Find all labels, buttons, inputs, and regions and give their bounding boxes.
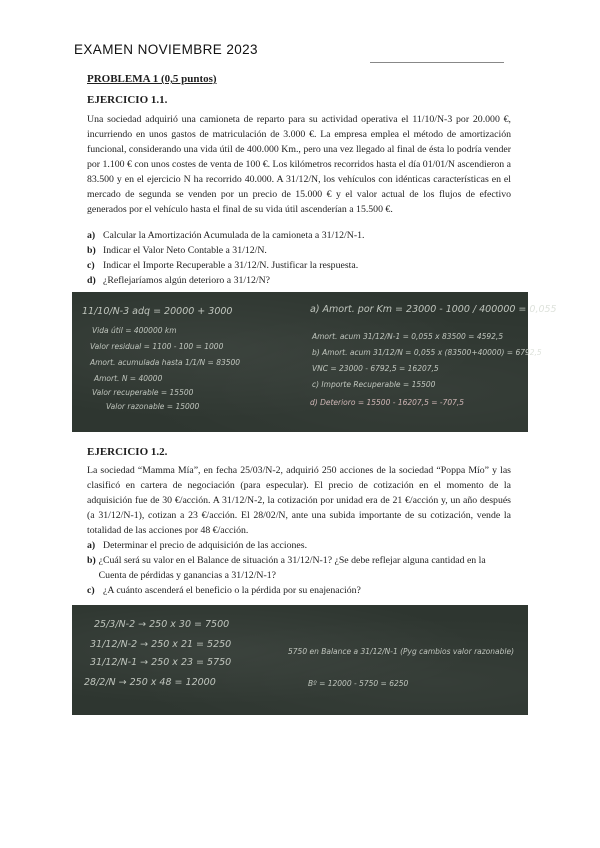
exercise-1-2-title: EJERCICIO 1.2. [87,446,168,458]
chalk-line: Amort. acumulada hasta 1/1/N = 83500 [90,358,241,367]
chalk-line: 28/2/N → 250 x 48 = 12000 [84,677,216,688]
chalk-line: 31/12/N-1 → 250 x 23 = 5750 [90,657,232,668]
chalk-line: VNC = 23000 - 6792,5 = 16207,5 [312,364,439,373]
list-item: c) ¿A cuánto ascenderá el beneficio o la pérdida por su enajenación? [87,585,361,596]
problem-title: PROBLEMA 1 (0,5 puntos) [87,73,217,85]
chalk-line: Valor residual = 1100 - 100 = 1000 [90,342,224,351]
chalkboard-solution-1-1 [72,292,557,432]
list-item: b) Indicar el Valor Neto Contable a 31/12/N. [87,245,267,256]
exercise-1-2-statement: La sociedad “Mamma Mía”, en fecha 25/03/N-2, adquirió 250 acciones de la sociedad “Poppa Mío” y las clasificó en cartera de negociación (para especular). El precio de cotización en el momento de la adquisición fue de 30 €/acción. A 31/12/N-2, la cotización por unidad era de 21 €/acción y, un año después (a 31/12/N-1), cotizan a 23 €/acción. El 28/02/N, ante una subida importante de su cotización, vende la totalidad de las acciones por 48 €/acción. [87,465,511,536]
exercise-1-2-questions [87,538,511,598]
chalk-line: 25/3/N-2 → 250 x 30 = 7500 [94,619,230,630]
list-item: d) ¿Reflejaríamos algún deterioro a 31/12/N? [87,275,271,286]
chalkboard-solution-1-2 [72,605,528,715]
chalk-line: c) Importe Recuperable = 15500 [312,380,436,389]
exam-title: EXAMEN NOVIEMBRE 2023 [74,42,258,57]
list-item: c) Indicar el Importe Recuperable a 31/12/N. Justificar la respuesta. [87,260,359,271]
chalk-line: a) Amort. por Km = 23000 - 1000 / 400000 = 0,055 [310,304,557,315]
exercise-1-1-questions [87,228,511,288]
exercise-1-1-title: EJERCICIO 1.1. [87,94,168,106]
name-line [370,62,504,63]
list-item: a) Determinar el precio de adquisición de las acciones. [87,540,308,551]
chalk-line: Amort. acum 31/12/N-1 = 0,055 x 83500 = 4592,5 [312,332,504,341]
chalk-line: Bº = 12000 - 5750 = 6250 [308,679,409,688]
chalk-line: Valor recuperable = 15500 [92,388,194,397]
chalk-line: 31/12/N-2 → 250 x 21 = 5250 [90,639,232,650]
list-item: a) Calcular la Amortización Acumulada de la camioneta a 31/12/N-1. [87,230,365,241]
chalk-line: 11/10/N-3 adq = 20000 + 3000 [82,306,233,317]
chalk-line: 5750 en Balance a 31/12/N-1 (Pyg cambios valor razonable) [288,647,515,656]
exercise-1-1-statement: Una sociedad adquirió una camioneta de reparto para su actividad operativa el 11/10/N-3 por 20.000 €, incurriendo en unos gastos de matriculación de 3.000 €. La empresa emplea el método de amortización funcional, considerando una vida útil de 400.000 Km., pero una vez llegado al final de ésta lo podría vender por 1.100 € con unos costes de venta de 100 €. Los kilómetros recorridos hasta el día 01/01/N ascendieron a 83.500 y en el ejercicio N ha recorrido 40.000. A 31/12/N, los vehículos con idénticas características en el mercado de segunda se venden por un precio de 15.000 € y el valor actual de los flujos de efectivo generados por el vehículo hasta el final de su vida útil ascenderían a 15.500 €. [87,114,511,215]
chalk-line: Vida útil = 400000 km [92,326,177,335]
chalk-line: d) Deterioro = 15500 - 16207,5 = -707,5 [310,398,465,407]
chalk-line: Amort. N = 40000 [94,374,163,383]
list-item: b) ¿Cuál será su valor en el Balance de situación a 31/12/N-1? ¿Se debe reflejar alguna cantidad en la Cuenta de pérdidas y ganancias a 31/12/N-1? [87,555,486,581]
chalk-line: b) Amort. acum 31/12/N = 0,055 x (83500+40000) = 6792,5 [312,348,542,357]
chalk-line: Valor razonable = 15000 [106,402,200,411]
